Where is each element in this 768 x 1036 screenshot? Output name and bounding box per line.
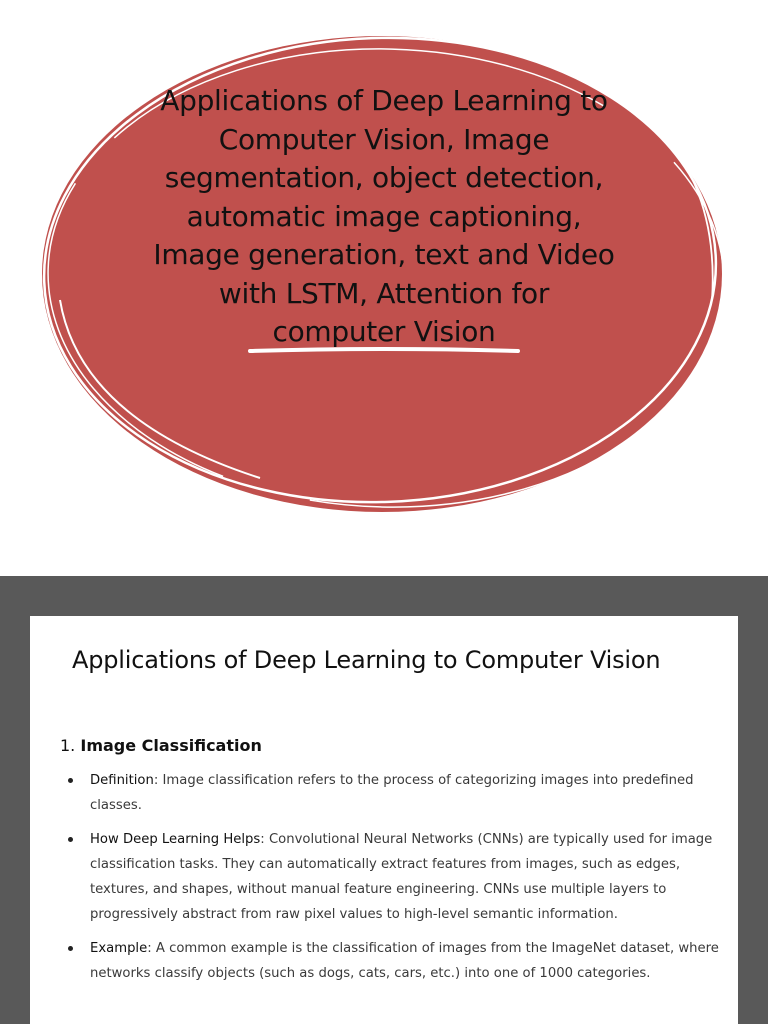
bullet-text: A common example is the classification of images from the ImageNet dataset, where networks classify objects (such as dogs, cats, cars, etc.) into one of 1000 categories. xyxy=(90,941,719,981)
bullet-separator: : xyxy=(153,773,159,788)
section-heading xyxy=(60,736,262,755)
bullet-term: Definition xyxy=(90,773,154,788)
title-line: Applications of Deep Learning to xyxy=(160,84,608,117)
bullet-dot-icon xyxy=(68,778,73,783)
bullet-term: How Deep Learning Helps xyxy=(90,832,261,847)
section-number: 1. xyxy=(60,736,76,755)
bullet-text: Convolutional Neural Networks (CNNs) are typically used for image classification tasks. They can automatically extract features from images, such as edges, textures, and shapes, without manual feature engineering. CNNs use multiple layers to progressively abstract from raw pixel values to high-level semantic information. xyxy=(90,832,713,922)
title-line: segmentation, object detection, xyxy=(164,161,604,194)
list-item xyxy=(60,768,720,818)
bullet-separator: : xyxy=(147,941,152,956)
list-item xyxy=(60,936,720,986)
bullet-list xyxy=(60,768,720,995)
title-line: automatic image captioning, xyxy=(186,199,582,233)
bullet-separator: : xyxy=(260,832,265,847)
document-card xyxy=(30,616,738,1036)
section-heading-text: Image Classification xyxy=(80,736,262,755)
slide-title xyxy=(120,82,648,352)
bullet-dot-icon xyxy=(68,946,73,951)
bullet-text: Image classification refers to the process of categorizing images into predefined classes. xyxy=(90,773,694,813)
document-title: Applications of Deep Learning to Computer Vision xyxy=(72,646,661,674)
title-line: Image generation, text and Video xyxy=(153,238,615,271)
bullet-dot-icon xyxy=(68,837,73,842)
title-line: Computer Vision, Image xyxy=(218,122,550,156)
list-item xyxy=(60,827,720,927)
title-line: with LSTM, Attention for xyxy=(218,276,550,310)
title-line: computer Vision xyxy=(272,315,496,348)
content-slide xyxy=(0,576,768,1024)
bullet-term: Example xyxy=(90,941,148,956)
